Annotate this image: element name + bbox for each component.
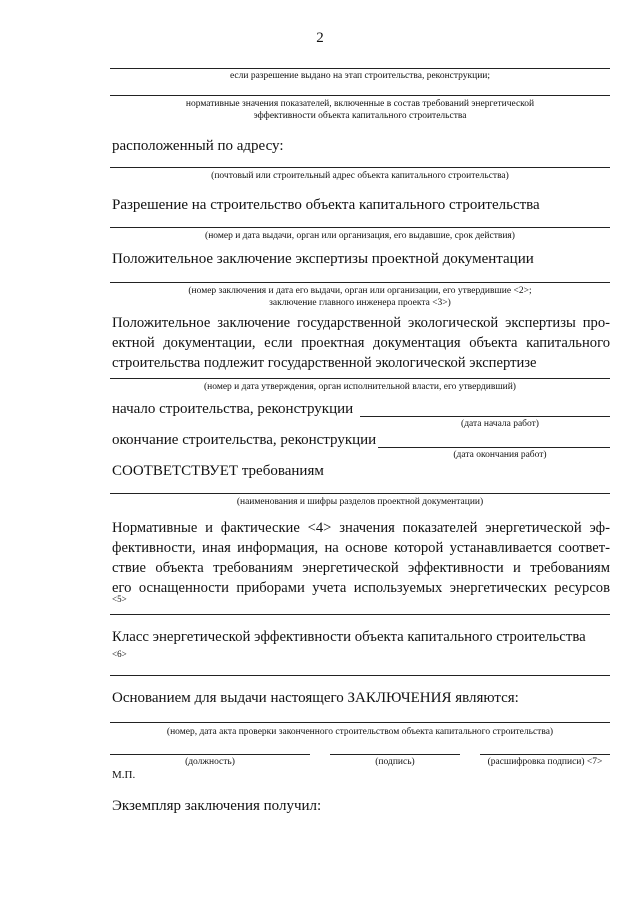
caption-signature: (подпись) — [375, 757, 415, 767]
address-label: расположенный по адресу: — [112, 138, 284, 154]
complies-label: СООТВЕТСТВУЕТ требованиям — [112, 463, 324, 479]
energy-class-label: Класс энергетической эффективности объекта капитального строительства — [112, 629, 586, 645]
normative-line-3: ствие объекта требованиям энергетической эффективности и требованиям — [112, 560, 610, 576]
basis-field-line — [110, 722, 610, 723]
caption-expertise-1: (номер заключения и дата его выдачи, орган или организации, его утвердившие <2>; — [188, 286, 532, 296]
caption-sections: (наименования и шифры разделов проектной документации) — [236, 497, 484, 507]
normative-field-line — [110, 614, 610, 615]
footnote-ref-6: <6> — [112, 649, 127, 659]
caption-normative-values-2: эффективности объекта капитального строительства — [253, 111, 467, 121]
eco-line-3: строительства подлежит государственной экологической экспертизе — [112, 355, 537, 371]
address-field-line — [110, 167, 610, 168]
eco-line-1: Положительное заключение государственной экологической экспертизы про- — [112, 315, 610, 331]
caption-permit-stage: если разрешение выдано на этап строительства, реконструкции; — [229, 71, 491, 81]
divider — [110, 95, 610, 96]
eco-expertise-paragraph — [112, 313, 610, 373]
normative-line-1: Нормативные и фактические <4> значения показателей энергетической эф- — [112, 520, 610, 536]
footnote-ref-5: <5> — [112, 594, 127, 604]
start-label: начало строительства, реконструкции — [112, 401, 354, 417]
caption-permit: (номер и дата выдачи, орган или организация, его выдавшие, срок действия) — [205, 231, 515, 241]
caption-position: (должность) — [185, 757, 235, 767]
caption-address: (почтовый или строительный адрес объекта капитального строительства) — [211, 171, 509, 181]
caption-signature-name: (расшифровка подписи) <7> — [487, 757, 603, 767]
normative-line-2: фективности, иная информация, на основе которой устанавливается соответ- — [112, 540, 610, 556]
divider — [110, 68, 610, 69]
signature-name-line — [480, 754, 610, 755]
caption-normative-values-1: нормативные значения показателей, включенные в состав требований энергетической — [185, 99, 535, 109]
normative-paragraph — [112, 518, 610, 598]
energy-class-field-line — [110, 675, 610, 676]
caption-eco: (номер и дата утверждения, орган исполнительной власти, его утвердивший) — [204, 382, 516, 392]
position-line — [110, 754, 310, 755]
caption-expertise-2: заключение главного инженера проекта <3>) — [269, 298, 451, 308]
expertise-label: Положительное заключение экспертизы проектной документации — [112, 251, 534, 267]
signature-line — [330, 754, 460, 755]
permit-label: Разрешение на строительство объекта капитального строительства — [112, 197, 540, 213]
caption-end-date: (дата окончания работ) — [453, 450, 547, 460]
expertise-field-line — [110, 282, 610, 283]
normative-line-4: его оснащенности приборами учета используемых энергетических ресурсов — [112, 580, 610, 596]
page-number: 2 — [316, 30, 324, 46]
caption-act: (номер, дата акта проверки законченного строительством объекта капитального строительства) — [166, 727, 554, 737]
basis-label: Основанием для выдачи настоящего ЗАКЛЮЧЕНИЯ являются: — [112, 690, 519, 706]
end-label: окончание строительства, реконструкции — [112, 432, 377, 448]
start-date-line — [360, 416, 610, 417]
eco-line-2: ектной документации, если проектная документация объекта капитального — [112, 335, 610, 351]
caption-start-date: (дата начала работ) — [461, 419, 539, 429]
eco-field-line — [110, 378, 610, 379]
stamp-place: М.П. — [112, 769, 136, 781]
received-label: Экземпляр заключения получил: — [112, 798, 322, 814]
end-date-line — [378, 447, 610, 448]
permit-field-line — [110, 227, 610, 228]
complies-field-line — [110, 493, 610, 494]
